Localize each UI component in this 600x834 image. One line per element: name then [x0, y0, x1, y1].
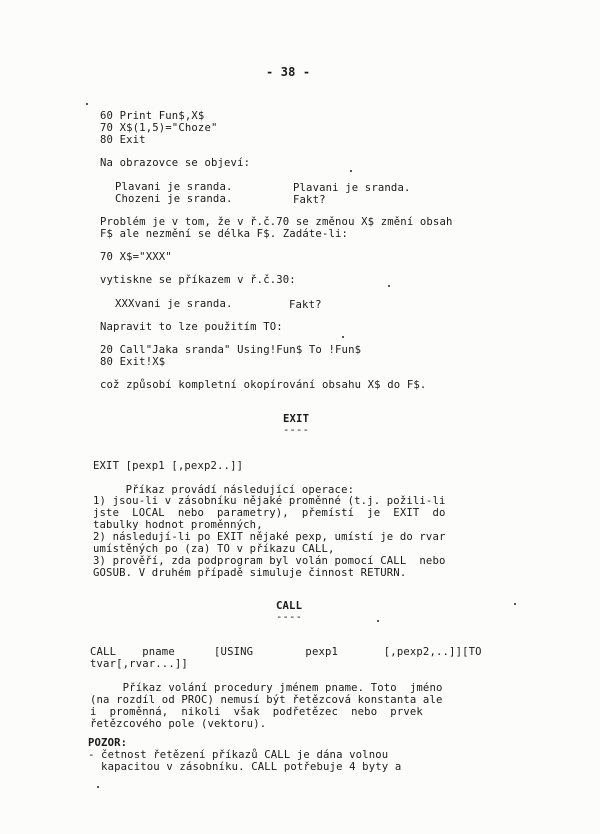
warning-line: - četnost řetězení příkazů CALL je dána volnou: [88, 749, 389, 761]
description-line: 1) jsou-li v zásobníku nějaké proměnné (t.j. požili-li: [93, 495, 446, 507]
page-number: - 38 -: [266, 65, 311, 79]
section-heading-exit: EXIT: [283, 413, 310, 425]
screen-output: Plavani je sranda.: [293, 182, 411, 194]
description-line: umístěných po (za) TO v příkazu CALL,: [93, 543, 335, 555]
heading-underline: ----: [283, 424, 310, 436]
screen-output: Chozeni je sranda.: [115, 193, 233, 205]
syntax-line: tvar[,rvar...]]: [90, 658, 188, 670]
description-line: jste LOCAL nebo parametry), přemístí je EXIT do: [93, 507, 446, 519]
syntax-line: EXIT [pexp1 [,pexp2..]]: [93, 460, 244, 472]
scan-speck: [388, 285, 390, 287]
description-line: Příkaz provádí následující operace:: [93, 484, 355, 496]
paragraph: což způsobí kompletní okopírování obsahu X$ do F$.: [100, 379, 427, 391]
description-line: 3) prověří, zda podprogram byl volán pomocí CALL nebo: [93, 555, 446, 567]
paragraph-line: F$ ale nezmění se délka F$. Zadáte-li:: [100, 228, 349, 240]
screen-output: XXXvani je sranda.: [115, 298, 233, 310]
code-line: 20 Call"Jaka sranda" Using!Fun$ To !Fun$: [100, 344, 362, 356]
scan-speck: [514, 603, 516, 605]
description-line: (na rozdíl od PROC) nemusí být řetězcová konstanta ale: [90, 694, 443, 706]
code-line: 80 Exit: [100, 134, 146, 146]
code-line: 70 X$(1,5)="Choze": [100, 122, 218, 134]
scan-speck: [342, 336, 344, 338]
description-line: 2) následují-li po EXIT nějaké pexp, umístí je do rvar: [93, 531, 446, 543]
code-line: 80 Exit!X$: [100, 356, 166, 368]
code-line: 70 X$="XXX": [100, 251, 172, 263]
description-line: Příkaz volání procedury jménem pname. Toto jméno: [90, 682, 443, 694]
description-line: i proměnná, nikoli však podřetězec nebo prvek: [90, 706, 423, 718]
scan-speck: [377, 620, 379, 622]
section-heading-call: CALL: [276, 600, 303, 612]
scan-speck: [350, 170, 352, 172]
scan-speck: [86, 103, 88, 105]
heading-underline: ----: [276, 611, 303, 623]
description-line: řetězcového pole (vektoru).: [90, 718, 267, 730]
paragraph: Napravit to lze použitím TO:: [100, 321, 283, 333]
paragraph-line: Problém je v tom, že v ř.č.70 se změnou X$ změní obsah: [100, 216, 453, 228]
warning-line: kapacitou v zásobníku. CALL potřebuje 4 byty a: [88, 761, 402, 773]
screen-output: Plavani je sranda.: [115, 181, 233, 193]
description-line: GOSUB. V druhém případě simuluje činnost RETURN.: [93, 567, 407, 579]
description-line: tabulky hodnot proměnných,: [93, 519, 263, 531]
syntax-line: CALL pname [USING pexp1 [,pexp2,..]][TO: [90, 646, 482, 658]
code-line: 60 Print Fun$,X$: [100, 110, 205, 122]
screen-output: Fakt?: [293, 194, 326, 206]
scan-speck: [97, 786, 99, 788]
screen-output: Fakt?: [289, 299, 322, 311]
warning-label: POZOR:: [88, 737, 128, 749]
paragraph: Na obrazovce se objeví:: [100, 157, 251, 169]
paragraph: vytiskne se příkazem v ř.č.30:: [100, 274, 296, 286]
